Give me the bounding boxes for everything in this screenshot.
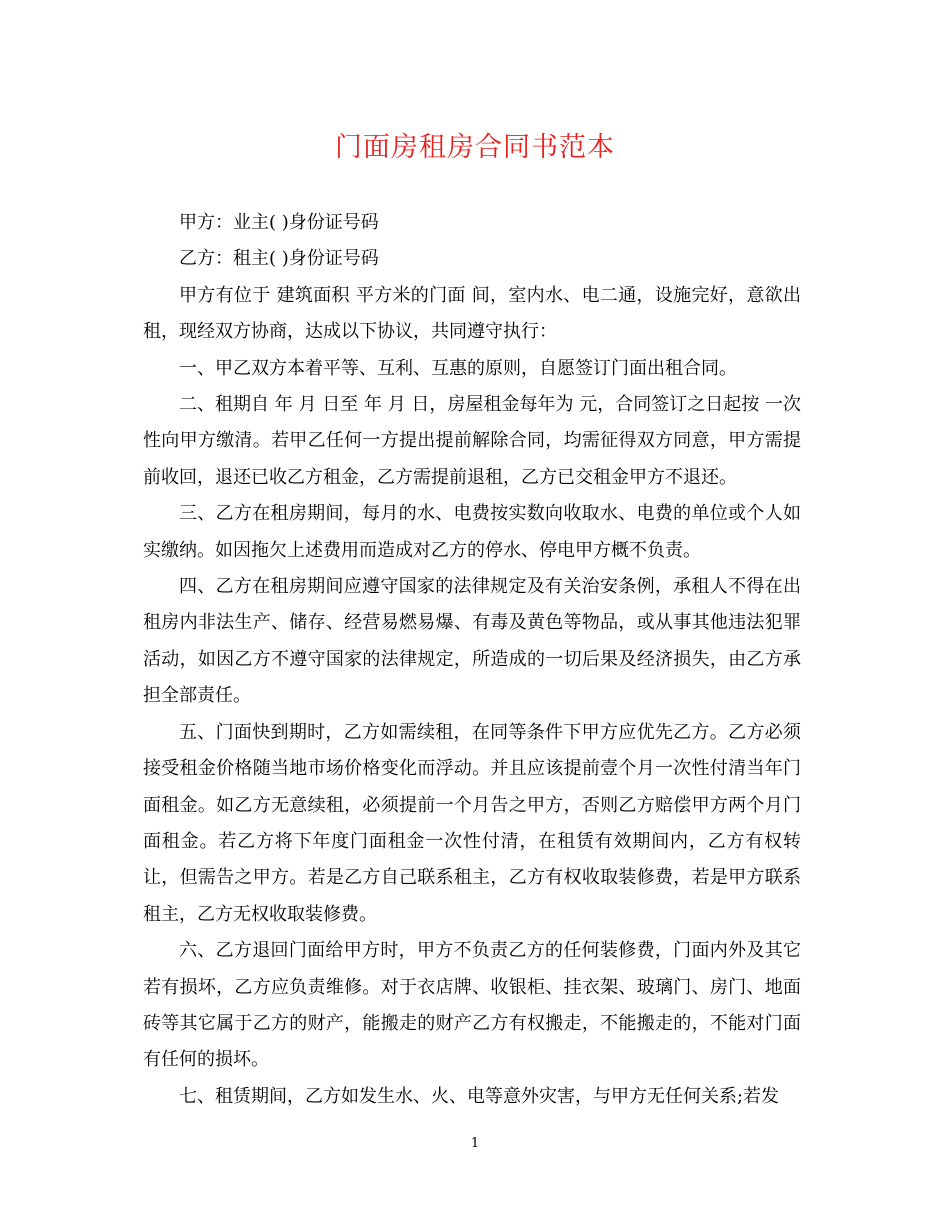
party-a-line: 甲方：业主( )身份证号码 [179, 212, 379, 233]
party-b-line: 乙方：租主( )身份证号码 [179, 248, 379, 270]
clause-2: 二、租期自 年 月 日至 年 月 日，房屋租金每年为 元，合同签订之日起按 一次性向甲方缴清。若甲乙任何一方提出提前解除合同，均需征得双方同意，甲方需提前收回，退还已收乙方租金，乙方需提前退租，乙方已交租金甲方不退还。 [143, 394, 801, 488]
document-title: 门面房租房合同书范本 [335, 132, 615, 163]
clause-3: 三、乙方在租房期间，每月的水、电费按实数向收取水、电费的单位或个人如实缴纳。如因拖欠上述费用而造成对乙方的停水、停电甲方概不负责。 [143, 503, 801, 561]
clause-6: 六、乙方退回门面给甲方时，甲方不负责乙方的任何装修费，门面内外及其它若有损坏，乙方应负责维修。对于衣店牌、收银柜、挂衣架、玻璃门、房门、地面砖等其它属于乙方的财产，能搬走的财产乙方有权搬走，不能搬走的，不能对门面有任何的损坏。 [143, 940, 801, 1071]
intro-paragraph: 甲方有位于 建筑面积 平方米的门面 间，室内水、电二通，设施完好，意欲出租，现经双方协商，达成以下协议，共同遵守执行： [143, 284, 801, 343]
clause-5: 五、门面快到期时，乙方如需续租，在同等条件下甲方应优先乙方。乙方必须接受租金价格随当地市场价格变化而浮动。并且应该提前壹个月一次性付清当年门面租金。如乙方无意续租，必须提前一个月告之甲方，否则乙方赔偿甲方两个月门面租金。若乙方将下年度门面租金一次性付清，在租赁有效期间内，乙方有权转让，但需告之甲方。若是乙方自己联系租主，乙方有权收取装修费，若是甲方联系租主，乙方无权收取装修费。 [143, 721, 801, 925]
document-body [143, 205, 801, 1115]
page-number: 1 [470, 1136, 480, 1151]
clause-7: 七、租赁期间，乙方如发生水、火、电等意外灾害，与甲方无任何关系;若发 [179, 1085, 780, 1107]
clause-1: 一、甲乙双方本着平等、互利、互惠的原则，自愿签订门面出租合同。 [179, 357, 737, 379]
clause-4: 四、乙方在租房期间应遵守国家的法律规定及有关治安条例，承租人不得在出租房内非法生产、储存、经营易燃易爆、有毒及黄色等物品，或从事其他违法犯罪活动，如因乙方不遵守国家的法律规定，所造成的一切后果及经济损失，由乙方承担全部责任。 [143, 576, 801, 707]
